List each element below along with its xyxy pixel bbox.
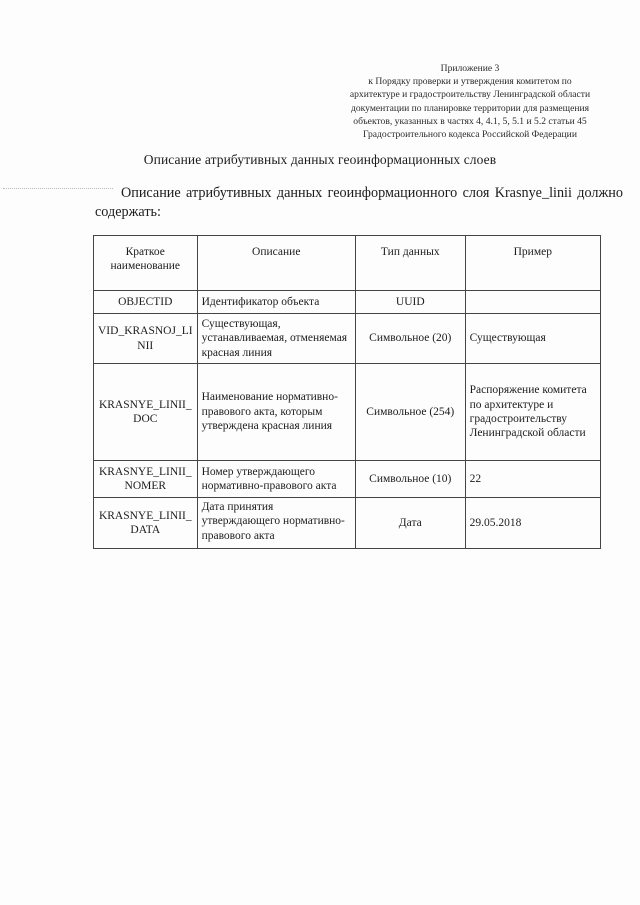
table-row — [94, 364, 601, 461]
table-row — [94, 498, 601, 549]
heading-text: Описание атрибутивных данных геоинформационных слоев — [143, 152, 497, 167]
appendix-line: документации по планировке территории для размещения — [350, 102, 590, 114]
table-row — [94, 291, 601, 314]
cell-short-name: KRASNYE_LINII_NOMER — [94, 461, 198, 498]
cell-example: 22 — [465, 461, 600, 498]
appendix-line: Градостроительного кодекса Российской Федерации — [363, 129, 577, 141]
cell-description: Номер утверждающего нормативно-правового акта — [197, 461, 355, 498]
appendix-line: архитектуре и градостроительству Ленинградской области — [349, 89, 591, 101]
cell-data-type: Дата — [355, 498, 465, 549]
header-description: Описание — [197, 236, 355, 291]
appendix-line: объектов, указанных в частях 4, 4.1, 5, 5.1 и 5.2 статьи 45 — [353, 115, 587, 127]
cell-description: Наименование нормативно-правового акта, которым утверждена красная линия — [197, 364, 355, 461]
cell-example: Существующая — [465, 314, 600, 364]
table-row — [94, 461, 601, 498]
cell-description: Существующая, устанавливаемая, отменяемая красная линия — [197, 314, 355, 364]
cell-description: Идентификатор объекта — [197, 291, 355, 314]
cell-description: Дата принятия утверждающего нормативно-правового акта — [197, 498, 355, 549]
cell-data-type: UUID — [355, 291, 465, 314]
cell-example: Распоряжение комитета по архитектуре и градостроительству Ленинградской области — [465, 364, 600, 461]
cell-short-name: KRASNYE_LINII_DOC — [94, 364, 198, 461]
cell-short-name: KRASNYE_LINII_DATA — [94, 498, 198, 549]
header-data-type: Тип данных — [355, 236, 465, 291]
appendix-line: к Порядку проверки и утверждения комитетом по — [368, 76, 572, 88]
table-row — [94, 314, 601, 364]
cell-data-type: Символьное (20) — [355, 314, 465, 364]
header-short-name: Краткое наименование — [94, 236, 198, 291]
attributes-table — [93, 235, 601, 549]
appendix-line: Приложение 3 — [440, 63, 500, 74]
cell-short-name: OBJECTID — [94, 291, 198, 314]
appendix-block — [330, 62, 610, 141]
cell-example: 29.05.2018 — [465, 498, 600, 549]
cell-example — [465, 291, 600, 314]
cell-data-type: Символьное (254) — [355, 364, 465, 461]
cell-data-type: Символьное (10) — [355, 461, 465, 498]
document-heading — [0, 152, 620, 168]
cell-short-name: VID_KRASNOJ_LINII — [94, 314, 198, 364]
table-header-row — [94, 236, 601, 291]
intro-paragraph: Описание атрибутивных данных геоинформационного слоя Krasnye_linii должно содержать: — [95, 185, 623, 220]
header-example: Пример — [465, 236, 600, 291]
